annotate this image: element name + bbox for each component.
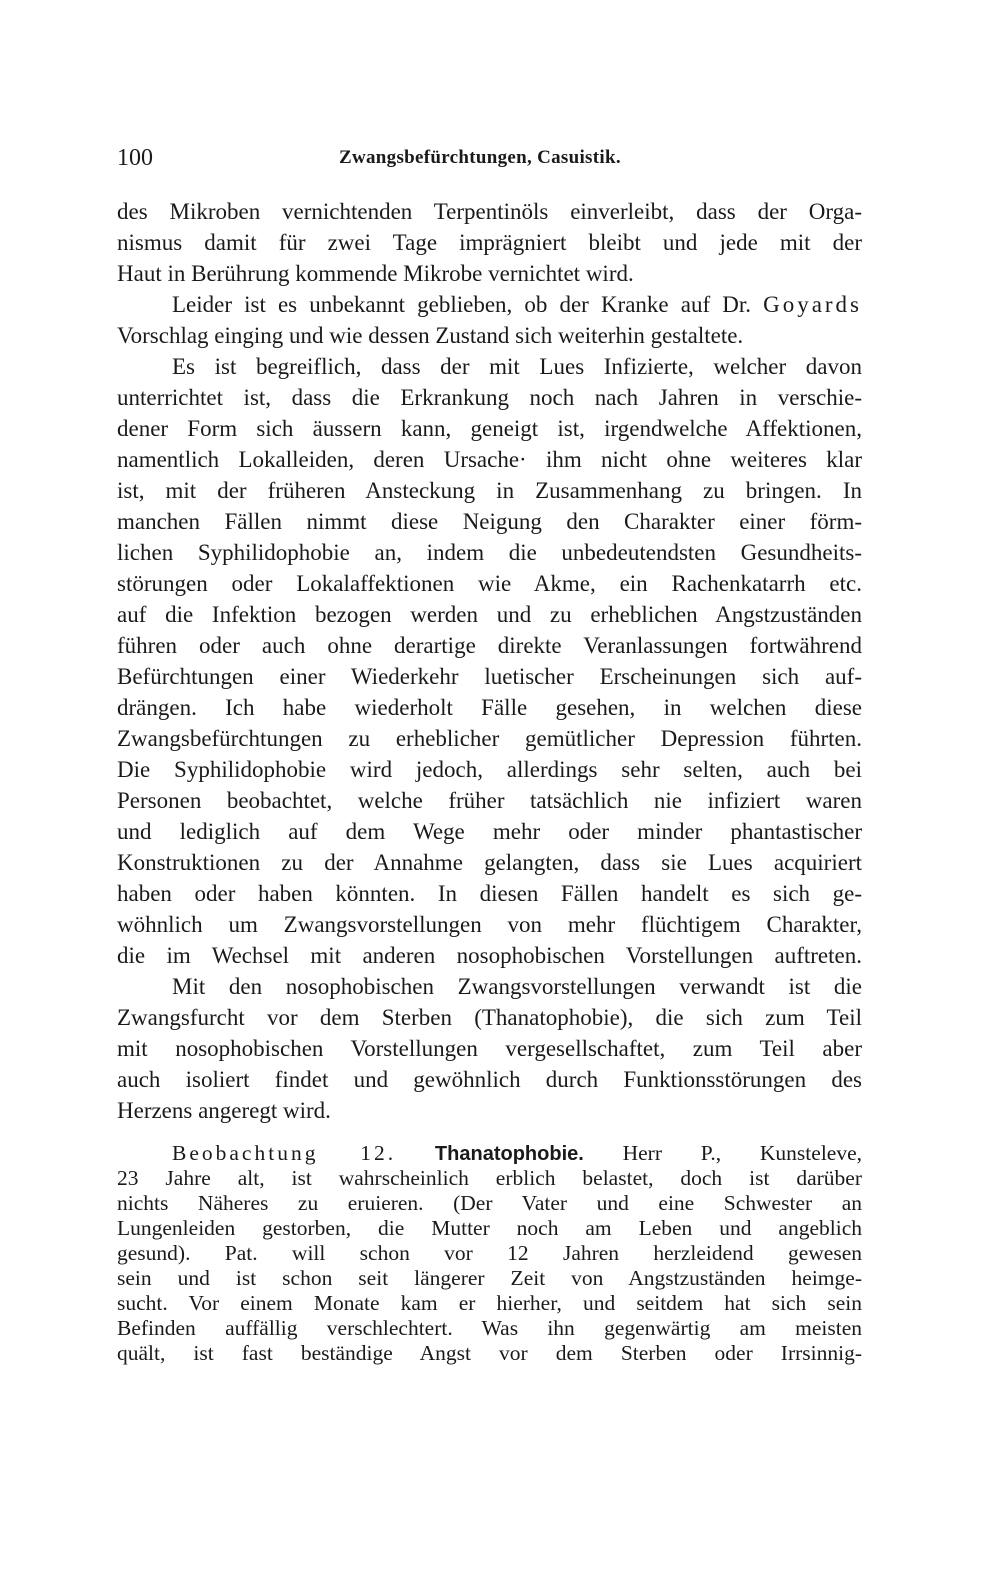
observation-heading-line	[172, 1141, 862, 1166]
text-line: nismus damit für zwei Tage imprägniert bleibt und jede mit der	[117, 230, 862, 255]
text-line: Die Syphilidophobie wird jedoch, allerdings sehr selten, auch bei	[117, 757, 862, 782]
text-line: ist, mit der früheren Ansteckung in Zusammenhang zu bringen. In	[117, 478, 862, 503]
text-line: sucht. Vor einem Monate kam er hierher, und seitdem hat sich sein	[117, 1291, 862, 1315]
text-line: störungen oder Lokalaffektionen wie Akme, ein Rachenkatarrh etc.	[117, 571, 862, 596]
text-line: drängen. Ich habe wiederholt Fälle gesehen, in welchen diese	[117, 695, 862, 720]
text-line: Personen beobachtet, welche früher tatsächlich nie infiziert waren	[117, 788, 862, 813]
page-header	[117, 142, 862, 174]
text-line: führen oder auch ohne derartige direkte Veranlassungen fortwährend	[117, 633, 862, 658]
text-line: gesund). Pat. will schon vor 12 Jahren herzleidend gewesen	[117, 1241, 862, 1265]
text-line: 23 Jahre alt, ist wahrscheinlich erblich belastet, doch ist darüber	[117, 1166, 862, 1190]
text-line: auch isoliert findet und gewöhnlich durch Funktionsstörungen des	[117, 1067, 862, 1092]
text-line: wöhnlich um Zwangsvorstellungen von mehr flüchtigem Charakter,	[117, 912, 862, 937]
text-line: Vorschlag einging und wie dessen Zustand sich weiterhin gestaltete.	[117, 323, 744, 348]
observation-label: Beobachtung 12.	[172, 1141, 397, 1165]
text-line: Zwangsfurcht vor dem Sterben (Thanatophobie), die sich zum Teil	[117, 1005, 862, 1030]
text-line: lichen Syphilidophobie an, indem die unbedeutendsten Gesundheits-	[117, 540, 862, 565]
text-line: Lungenleiden gestorben, die Mutter noch am Leben und angeblich	[117, 1216, 862, 1240]
text-line: sein und ist schon seit längerer Zeit von Angstzuständen heimge-	[117, 1266, 862, 1290]
text-line: dener Form sich äussern kann, geneigt ist, irgendwelche Affektionen,	[117, 416, 862, 441]
text-line: Herzens angeregt wird.	[117, 1098, 331, 1123]
text-line: mit nosophobischen Vorstellungen vergesellschaftet, zum Teil aber	[117, 1036, 862, 1061]
text-line: haben oder haben könnten. In diesen Fällen handelt es sich ge-	[117, 881, 862, 906]
text-span: Leider ist es unbekannt geblieben, ob der Kranke auf Dr.	[172, 292, 751, 317]
text-line: Mit den nosophobischen Zwangsvorstellungen verwandt ist die	[172, 974, 862, 999]
page-number: 100	[117, 145, 153, 171]
text-line: unterrichtet ist, dass die Erkrankung noch nach Jahren in verschie-	[117, 385, 862, 410]
text-line: Haut in Berührung kommende Mikrobe vernichtet wird.	[117, 261, 634, 286]
person-name-spaced: Goyards	[763, 292, 862, 317]
text-line: Konstruktionen zu der Annahme gelangten, dass sie Lues acquiriert	[117, 850, 862, 875]
text-line: manchen Fällen nimmt diese Neigung den Charakter einer förm-	[117, 509, 862, 534]
observation-title: Thanatophobie.	[434, 1143, 584, 1165]
running-title: Zwangsbefürchtungen, Casuistik.	[339, 147, 621, 168]
text-line: namentlich Lokalleiden, deren Ursache· ihm nicht ohne weiteres klar	[117, 447, 862, 472]
text-line	[172, 289, 862, 320]
text-line: quält, ist fast beständige Angst vor dem Sterben oder Irrsinnig-	[117, 1341, 862, 1365]
text-span: Herr P., Kunsteleve,	[622, 1141, 862, 1165]
text-line: Es ist begreiflich, dass der mit Lues Infizierte, welcher davon	[172, 354, 862, 379]
text-line: und lediglich auf dem Wege mehr oder minder phantastischer	[117, 819, 862, 844]
text-line: nichts Näheres zu eruieren. (Der Vater und eine Schwester an	[117, 1191, 862, 1215]
text-line: Befürchtungen einer Wiederkehr luetischer Erscheinungen sich auf-	[117, 664, 862, 689]
text-line: Befinden auffällig verschlechtert. Was ihn gegenwärtig am meisten	[117, 1316, 862, 1340]
text-line: auf die Infektion bezogen werden und zu erheblichen Angstzuständen	[117, 602, 862, 627]
text-line: die im Wechsel mit anderen nosophobischen Vorstellungen auftreten.	[117, 943, 862, 968]
text-line: des Mikroben vernichtenden Terpentinöls einverleibt, dass der Orga-	[117, 199, 862, 224]
text-line: Zwangsbefürchtungen zu erheblicher gemütlicher Depression führten.	[117, 726, 862, 751]
